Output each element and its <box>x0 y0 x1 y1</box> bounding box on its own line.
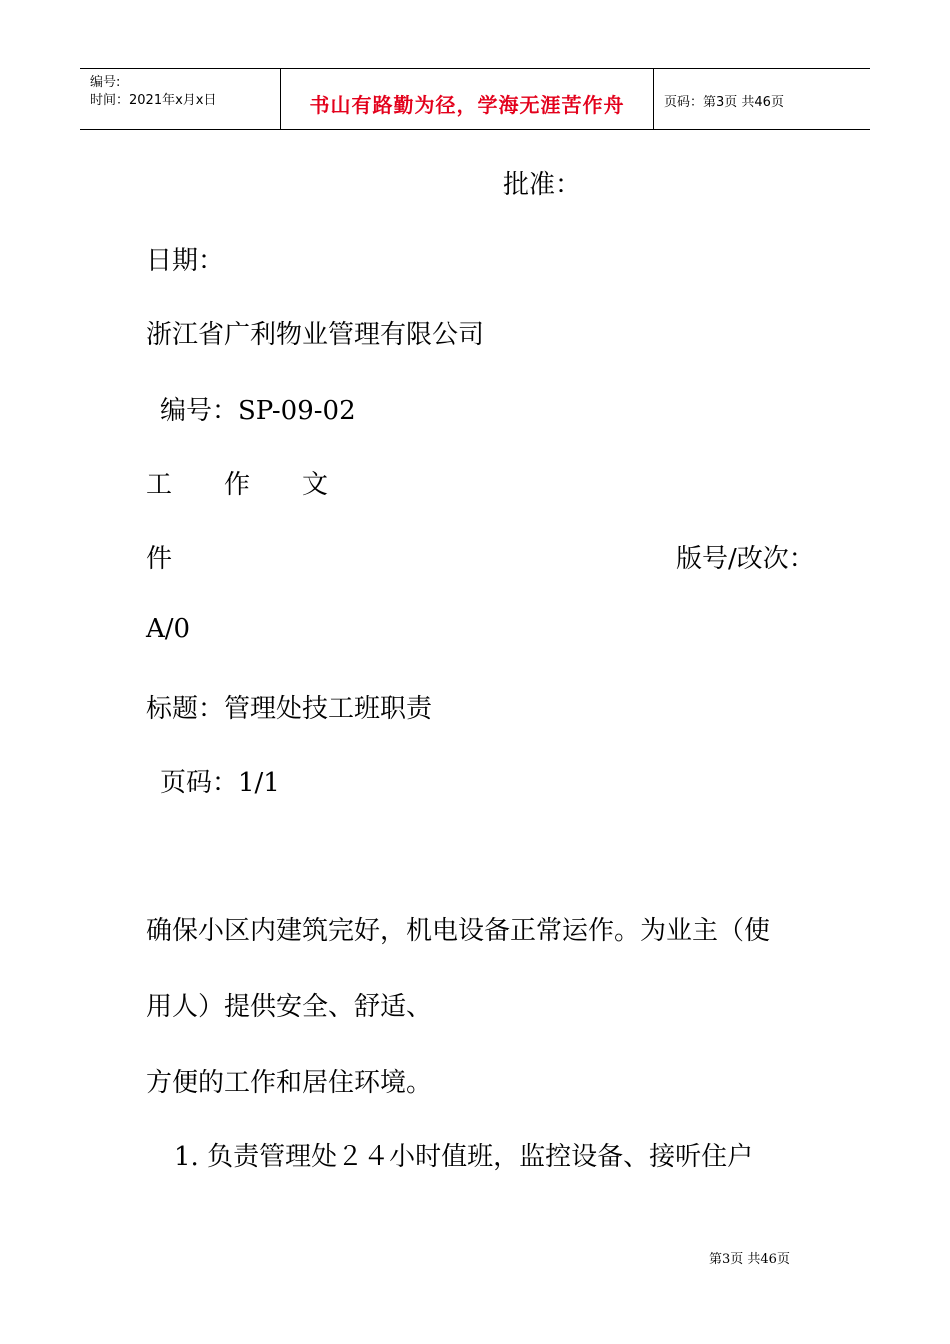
date-label: 日期： <box>146 246 225 276</box>
approve-label: 批准： <box>503 170 582 200</box>
version-label: 版号/改次： <box>676 544 815 574</box>
duty-item-1: 1. 负责管理处２４小时值班，监控设备、接听住户 <box>174 1142 754 1172</box>
header-time-label: 时间：2021年x月x日 <box>90 93 217 108</box>
header-meta-cell <box>80 69 281 129</box>
page-header <box>80 68 870 130</box>
header-page-cell <box>654 69 870 129</box>
document-title: 标题：管理处技工班职责 <box>146 694 433 724</box>
company-name: 浙江省广利物业管理有限公司 <box>146 320 485 350</box>
work-file-label-line1: 工 作 文 <box>146 470 329 500</box>
header-motto: 书山有路勤为径，学海无涯苦作舟 <box>309 93 625 117</box>
purpose-line3: 方便的工作和居住环境。 <box>146 1068 433 1098</box>
purpose-line1: 确保小区内建筑完好，机电设备正常运作。为业主（使 <box>146 916 771 946</box>
version-value: A/0 <box>146 614 191 644</box>
header-motto-cell <box>281 69 654 129</box>
purpose-line2: 用人）提供安全、舒适、 <box>146 992 433 1022</box>
work-file-label-line2: 件 <box>146 544 173 574</box>
header-number-label: 编号: <box>90 75 121 90</box>
document-number: 编号：SP-09-02 <box>160 396 356 426</box>
header-page-label: 页码：第3页 共46页 <box>664 95 784 110</box>
page-footer: 第3页 共46页 <box>709 1252 790 1267</box>
document-page: 页码：1/1 <box>160 768 280 798</box>
